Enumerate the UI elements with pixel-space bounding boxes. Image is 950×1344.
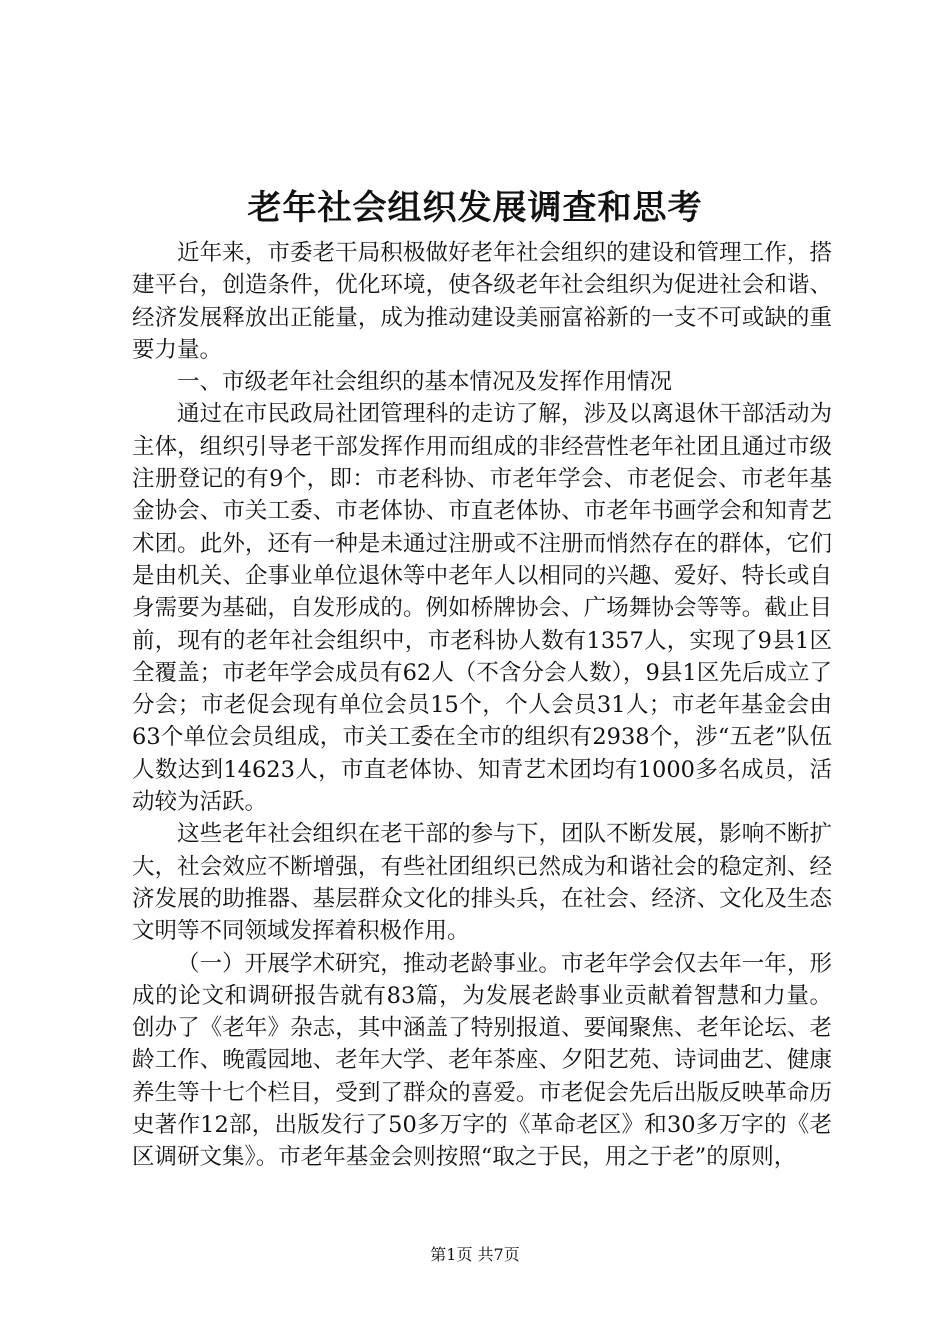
- section-heading-1: 一、市级老年社会组织的基本情况及发挥作用情况: [177, 369, 673, 396]
- paragraph-role: 这些老年社会组织在老干部的参与下，团队不断发展，影响不断扩大，社会效应不断增强，有些社团组织已然成为和谐社会的稳定剂、经济发展的助推器、基层群众文化的排头兵，在社会、经济、文化及生态文明等不同领域发挥着积极作用。: [132, 821, 832, 945]
- document-body: [132, 237, 832, 1174]
- paragraph-intro: 近年来，市委老干局积极做好老年社会组织的建设和管理工作，搭建平台，创造条件，优化环境，使各级老年社会组织为促进社会和谐、经济发展释放出正能量，成为推动建设美丽富裕新的一支不可或缺的重要力量。: [132, 240, 832, 363]
- document-title: 老年社会组织发展调查和思考: [247, 188, 703, 228]
- paragraph-academic-research: （一）开展学术研究，推动老龄事业。市老年学会仅去年一年，形成的论文和调研报告就有83篇，为发展老龄事业贡献着智慧和力量。创办了《老年》杂志，其中涵盖了特别报道、要闻聚焦、老年论坛、老龄工作、晚霞园地、老年大学、老年茶座、夕阳艺苑、诗词曲艺、健康养生等十七个栏目，受到了群众的喜爱。市老促会先后出版反映革命历史著作12部，出版发行了50多万字的《革命老区》和30多万字的《老区调研文集》。市老年基金会则按照“取之于民，用之于老”的原则，: [132, 950, 832, 1171]
- paragraph-basic-situation: 通过在市民政局社团管理科的走访了解，涉及以离退休干部活动为主体，组织引导老干部发挥作用而组成的非经营性老年社团且通过市级注册登记的有9个，即：市老科协、市老年学会、市老促会、市老年基金协会、市关工委、市老体协、市直老体协、市老年书画学会和知青艺术团。此外，还有一种是未通过注册或不注册而悄然存在的群体，它们是由机关、企事业单位退休等中老年人以相同的兴趣、爱好、特长或自身需要为基础，自发形成的。例如桥牌协会、广场舞协会等等。截止目前，现有的老年社会组织中，市老科协人数有1357人，实现了9县1区全覆盖；市老年学会成员有62人（不含分会人数），9县1区先后成立了分会；市老促会现有单位会员15个，个人会员31人；市老年基金会由63个单位会员组成，市关工委在全市的组织有2938个，涉“五老”队伍人数达到14623人，市直老体协、知青艺术团均有1000多名成员，活动较为活跃。: [132, 401, 832, 816]
- page-footer: 第1页 共7页: [430, 1245, 520, 1264]
